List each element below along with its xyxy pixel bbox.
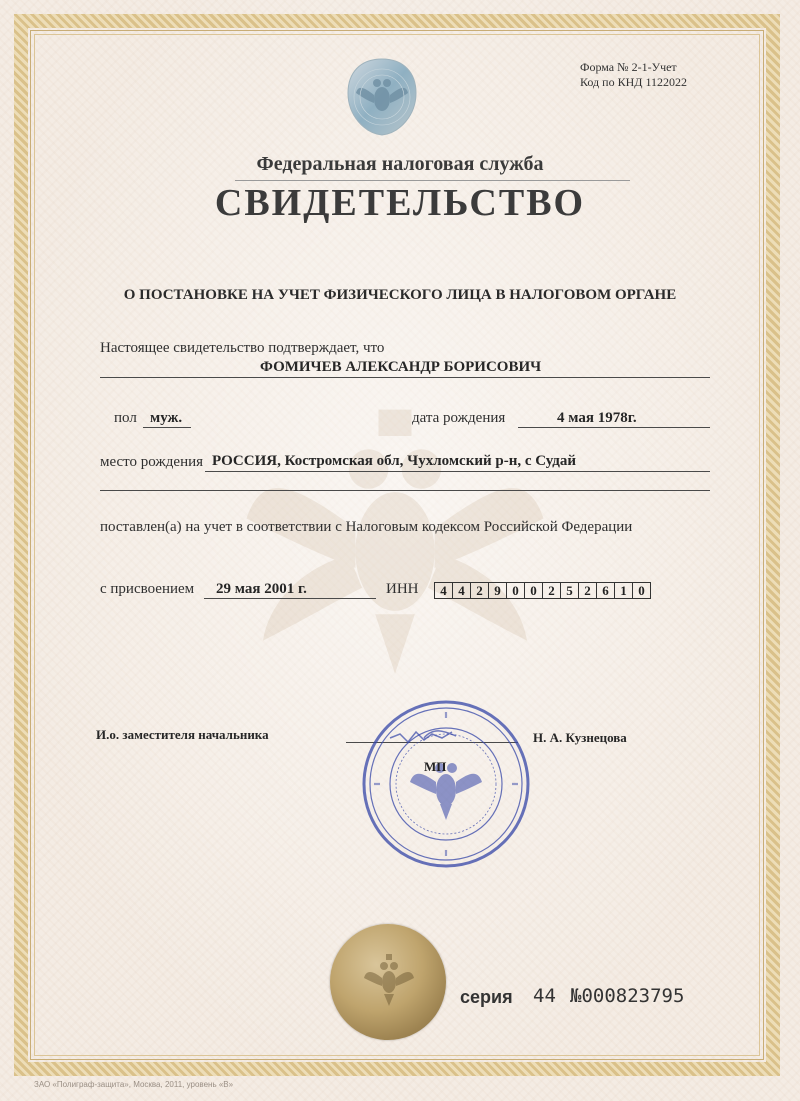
- birthplace-underline-2: [100, 490, 710, 491]
- birthplace-value: РОССИЯ, Костромская обл, Чухломский р-н, с Судай: [212, 453, 577, 469]
- inn-label: ИНН: [386, 581, 419, 597]
- mp-mark: МП: [424, 759, 447, 774]
- inn-digit: 4: [435, 583, 453, 598]
- inn-digit: 2: [579, 583, 597, 598]
- printer-note: ЗАО «Полиграф-защита», Москва, 2011, уровень «В»: [34, 1080, 234, 1089]
- inn-digit: 5: [561, 583, 579, 598]
- assigned-date: 29 мая 2001 г.: [216, 581, 307, 597]
- birthplace-label: место рождения: [100, 454, 204, 470]
- sex-value: муж.: [150, 410, 183, 426]
- assigned-underline: [204, 598, 376, 599]
- agency-name: Федеральная налоговая служба: [256, 153, 544, 175]
- registered-text: поставлен(а) на учет в соответствии с Налоговым кодексом Российской Федерации: [100, 519, 633, 535]
- name-underline: [100, 377, 710, 378]
- full-name: ФОМИЧЕВ АЛЕКСАНДР БОРИСОВИЧ: [260, 359, 542, 375]
- document-subtitle: О ПОСТАНОВКЕ НА УЧЕТ ФИЗИЧЕСКОГО ЛИЦА В НАЛОГОВОМ ОРГАНЕ: [123, 287, 677, 303]
- form-info: [580, 60, 687, 90]
- signer-name: Н. А. Кузнецова: [533, 730, 627, 745]
- inn-digit: 1: [615, 583, 633, 598]
- inn-digit: 4: [453, 583, 471, 598]
- dob-underline: [518, 427, 710, 428]
- inn-digit: 0: [507, 583, 525, 598]
- document-number: №000823795: [570, 985, 685, 1007]
- dob-label: дата рождения: [412, 410, 506, 426]
- series-value: 44: [533, 985, 556, 1007]
- inn-digit: 2: [543, 583, 561, 598]
- signer-position: И.о. заместителя начальника: [96, 727, 269, 742]
- document-title: СВИДЕТЕЛЬСТВО: [214, 182, 586, 224]
- inn-digit: 0: [638, 583, 645, 598]
- assigned-label: с присвоением: [100, 581, 195, 597]
- form-number: Форма № 2-1-Учет: [580, 60, 677, 74]
- inn-digit: 0: [525, 583, 543, 598]
- birthplace-underline: [205, 471, 710, 472]
- inn-digit: 2: [471, 583, 489, 598]
- sex-underline: [143, 427, 191, 428]
- inn-boxes: [434, 582, 651, 599]
- dob-value: 4 мая 1978г.: [557, 410, 637, 426]
- knd-code: Код по КНД 1122022: [580, 75, 687, 89]
- series-label: серия: [460, 987, 513, 1007]
- hologram-emblem-icon: [346, 57, 418, 137]
- sex-label: пол: [114, 410, 137, 426]
- official-stamp-icon: [360, 698, 532, 870]
- inn-digit: 6: [597, 583, 615, 598]
- inn-digit: 9: [489, 583, 507, 598]
- seal-emblem-icon: [360, 948, 418, 1010]
- certifies-text: Настоящее свидетельство подтверждает, что: [100, 340, 385, 356]
